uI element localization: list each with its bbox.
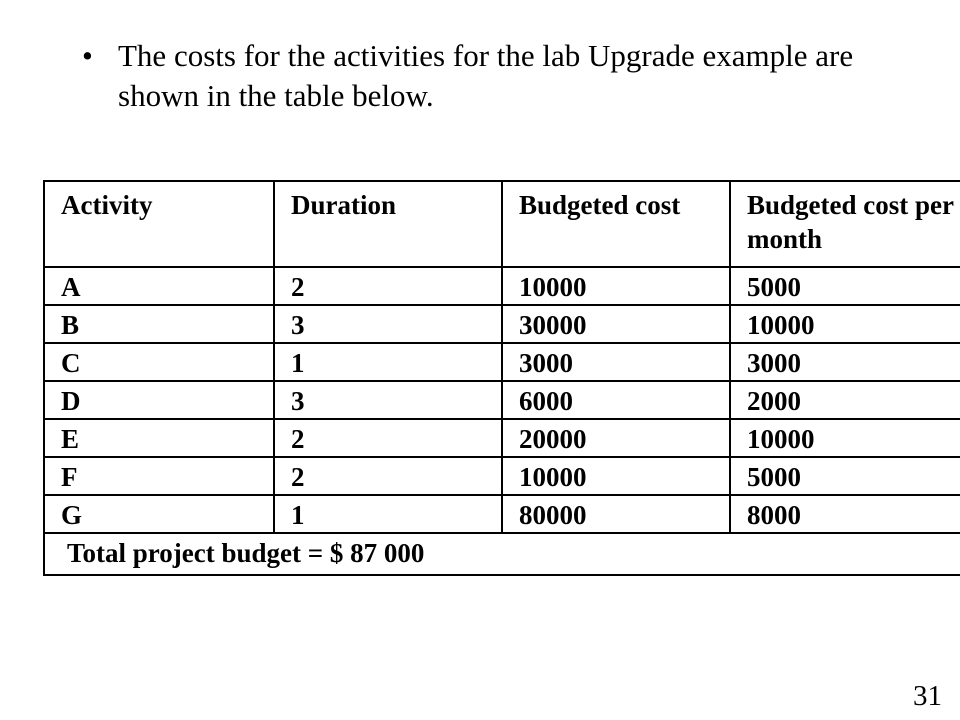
cost-per-month-cell: 10000 xyxy=(730,419,960,457)
table-row xyxy=(44,305,960,343)
budgeted-cost-cell: 80000 xyxy=(502,495,730,533)
header-budgeted-cost-per-month: Budgeted cost per month xyxy=(730,181,960,267)
duration-cell: 3 xyxy=(274,305,502,343)
table-row xyxy=(44,343,960,381)
budgeted-cost-cell: 30000 xyxy=(502,305,730,343)
activity-cell: B xyxy=(44,305,274,343)
table-row xyxy=(44,495,960,533)
bullet-point xyxy=(82,36,882,116)
cost-per-month-cell: 5000 xyxy=(730,457,960,495)
cost-table xyxy=(43,180,960,576)
duration-cell: 2 xyxy=(274,267,502,305)
activity-cell: A xyxy=(44,267,274,305)
budgeted-cost-cell: 20000 xyxy=(502,419,730,457)
table-row xyxy=(44,267,960,305)
page-number: 31 xyxy=(913,680,942,712)
cost-table-container xyxy=(43,180,960,576)
cost-per-month-cell: 5000 xyxy=(730,267,960,305)
cost-per-month-cell: 3000 xyxy=(730,343,960,381)
duration-cell: 2 xyxy=(274,457,502,495)
activity-cell: E xyxy=(44,419,274,457)
cost-per-month-cell: 2000 xyxy=(730,381,960,419)
cost-per-month-cell: 10000 xyxy=(730,305,960,343)
header-duration: Duration xyxy=(274,181,502,267)
budgeted-cost-cell: 10000 xyxy=(502,267,730,305)
cost-per-month-cell: 8000 xyxy=(730,495,960,533)
table-row xyxy=(44,381,960,419)
header-budgeted-cost: Budgeted cost xyxy=(502,181,730,267)
budgeted-cost-cell: 10000 xyxy=(502,457,730,495)
duration-cell: 1 xyxy=(274,495,502,533)
budgeted-cost-cell: 3000 xyxy=(502,343,730,381)
activity-cell: D xyxy=(44,381,274,419)
activity-cell: C xyxy=(44,343,274,381)
total-budget-cell: Total project budget = $ 87 000 xyxy=(44,533,960,575)
table-total-row xyxy=(44,533,960,575)
table-header-row xyxy=(44,181,960,267)
header-activity: Activity xyxy=(44,181,274,267)
budgeted-cost-cell: 6000 xyxy=(502,381,730,419)
duration-cell: 2 xyxy=(274,419,502,457)
bullet-icon: • xyxy=(82,38,93,73)
activity-cell: G xyxy=(44,495,274,533)
activity-cell: F xyxy=(44,457,274,495)
duration-cell: 3 xyxy=(274,381,502,419)
table-row xyxy=(44,457,960,495)
duration-cell: 1 xyxy=(274,343,502,381)
bullet-text: The costs for the activities for the lab Upgrade example are shown in the table below. xyxy=(118,38,854,113)
table-row xyxy=(44,419,960,457)
